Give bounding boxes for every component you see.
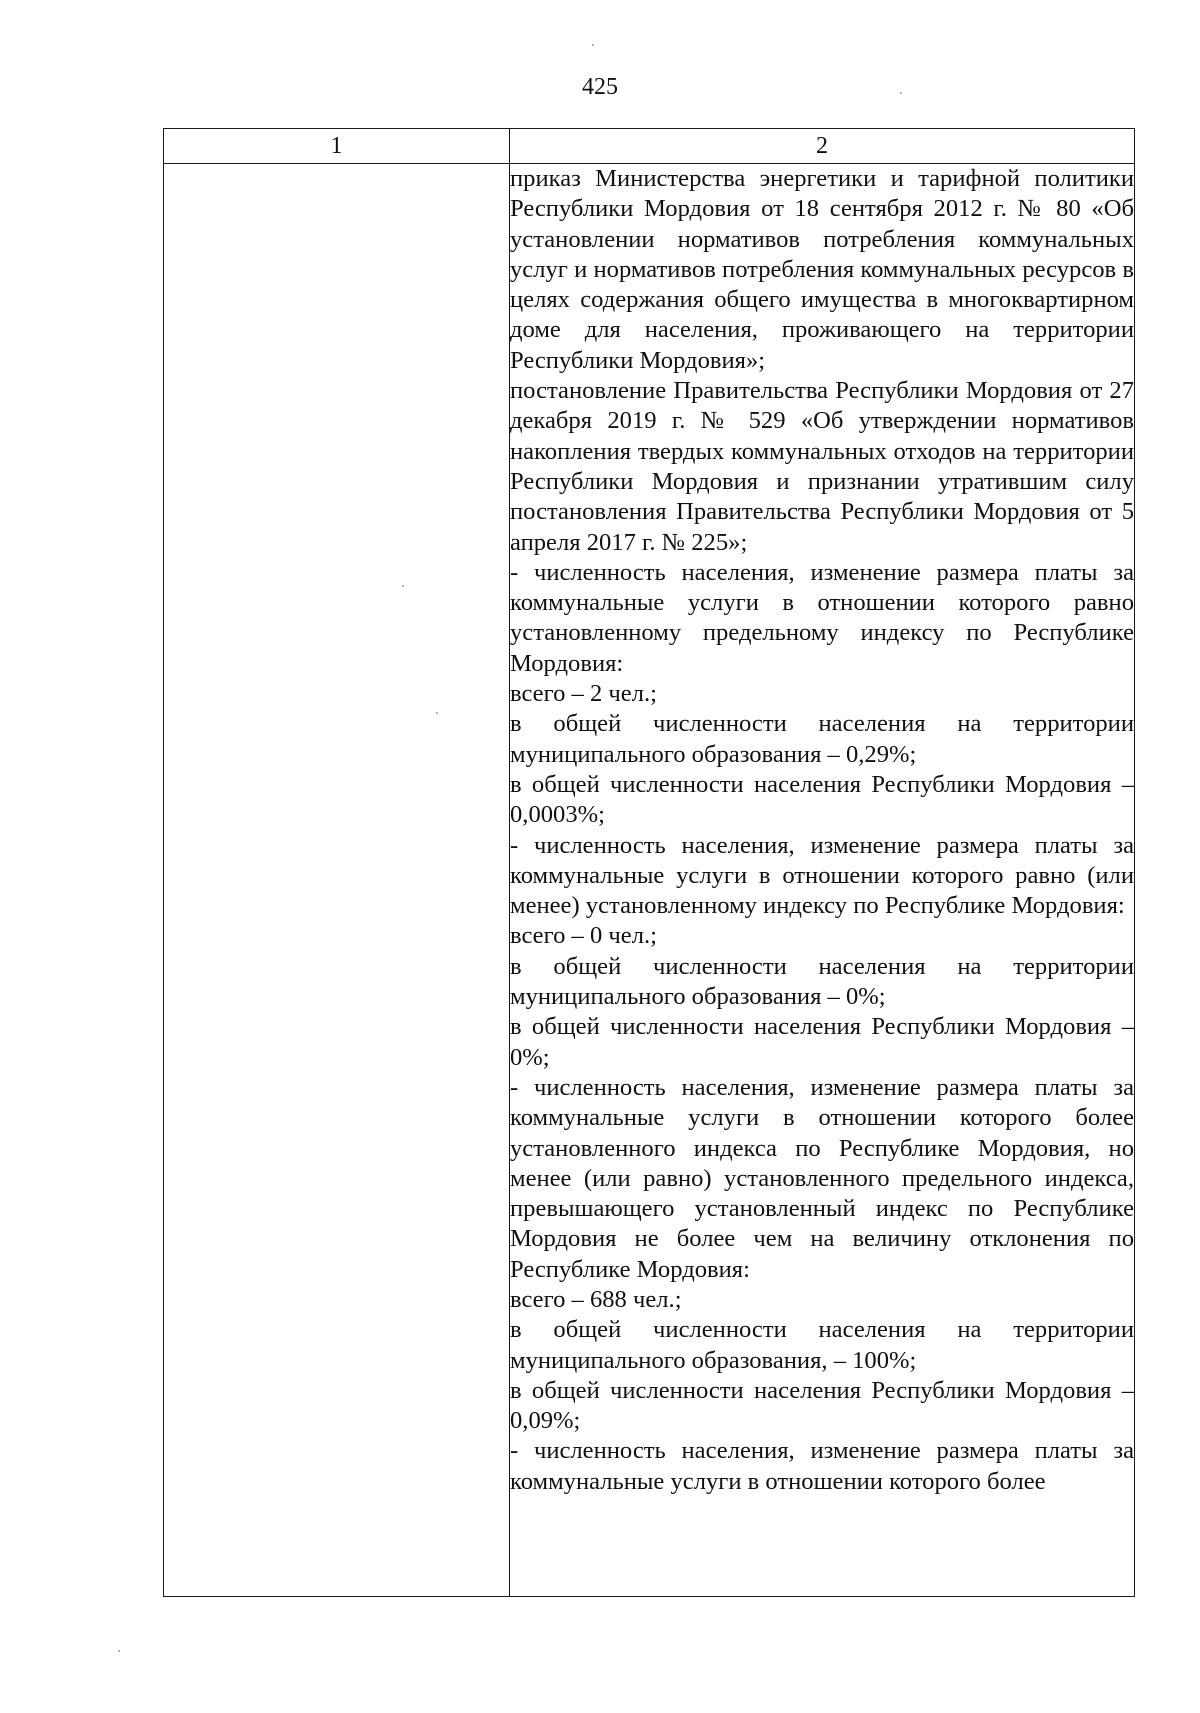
- table-row: [164, 164, 1135, 1597]
- paragraph-total-688: всего – 688 чел.;: [510, 1285, 682, 1313]
- scan-speck: [118, 1650, 120, 1652]
- paragraph-share-municipal-1: в общей численности населения на территории муниципального образования – 0,29%;: [510, 710, 1134, 768]
- paragraph-order-ministry: приказ Министерства энергетики и тарифной политики Республики Мордовия от 18 сентября 2012 г. № 80 «Об установлении нормативов потребления коммунальных услуг и нормативов потребления коммунальных ресурсов в целях содержания общего имущества в многоквартирном доме для населения, проживающего на территории Республики Мордовия»;: [510, 165, 1134, 374]
- paragraph-total-2: всего – 2 чел.;: [510, 680, 657, 708]
- paragraph-share-municipal-3: в общей численности населения на территории муниципального образования, – 100%;: [510, 1316, 1134, 1374]
- scan-speck: [436, 712, 438, 714]
- table-header-row: [164, 129, 1135, 164]
- paragraph-population-equal-max-index: - численность населения, изменение размера платы за коммунальные услуги в отношении которого равно установленному предельному индексу по Республике Мордовия:: [510, 558, 1134, 677]
- scan-speck: [900, 92, 902, 94]
- paragraph-population-more-than: - численность населения, изменение размера платы за коммунальные услуги в отношении которого более: [510, 1437, 1134, 1495]
- paragraph-share-republic-3: в общей численности населения Республики Мордовия – 0,09%;: [510, 1376, 1134, 1435]
- page-number: 425: [582, 74, 618, 100]
- column-header-2: 2: [510, 129, 1135, 164]
- document-table: [163, 128, 1135, 1597]
- scan-speck: [592, 44, 594, 46]
- paragraph-share-republic-1: в общей численности населения Республики Мордовия – 0,0003%;: [510, 770, 1134, 829]
- column-1-cell: [164, 164, 510, 1597]
- paragraph-total-0: всего – 0 чел.;: [510, 922, 657, 950]
- paragraph-share-municipal-2: в общей численности населения на территории муниципального образования – 0%;: [510, 952, 1134, 1011]
- column-header-1: 1: [164, 129, 510, 164]
- paragraph-population-above-index: - численность населения, изменение размера платы за коммунальные услуги в отношении которого более установленного индекса по Республике Мордовия, но менее (или равно) установленного предельного индекса, превышающего установленный индекс по Республике Мордовия не более чем на величину отклонения по Республике Мордовия:: [510, 1073, 1134, 1283]
- paragraph-share-republic-2: в общей численности населения Республики Мордовия – 0%;: [510, 1013, 1134, 1071]
- paragraph-government-resolution: постановление Правительства Республики Мордовия от 27 декабря 2019 г. № 529 «Об утверждении нормативов накопления твердых коммунальных отходов на территории Республики Мордовия и признании утратившим силу постановления Правительства Республики Мордовия от 5 апреля 2017 г. № 225»;: [510, 377, 1134, 556]
- column-2-cell: [510, 164, 1135, 1597]
- paragraph-population-equal-or-less-index: - численность населения, изменение размера платы за коммунальные услуги в отношении которого равно (или менее) установленному индексу по Республике Мордовия:: [510, 831, 1134, 920]
- scan-speck: [402, 585, 404, 587]
